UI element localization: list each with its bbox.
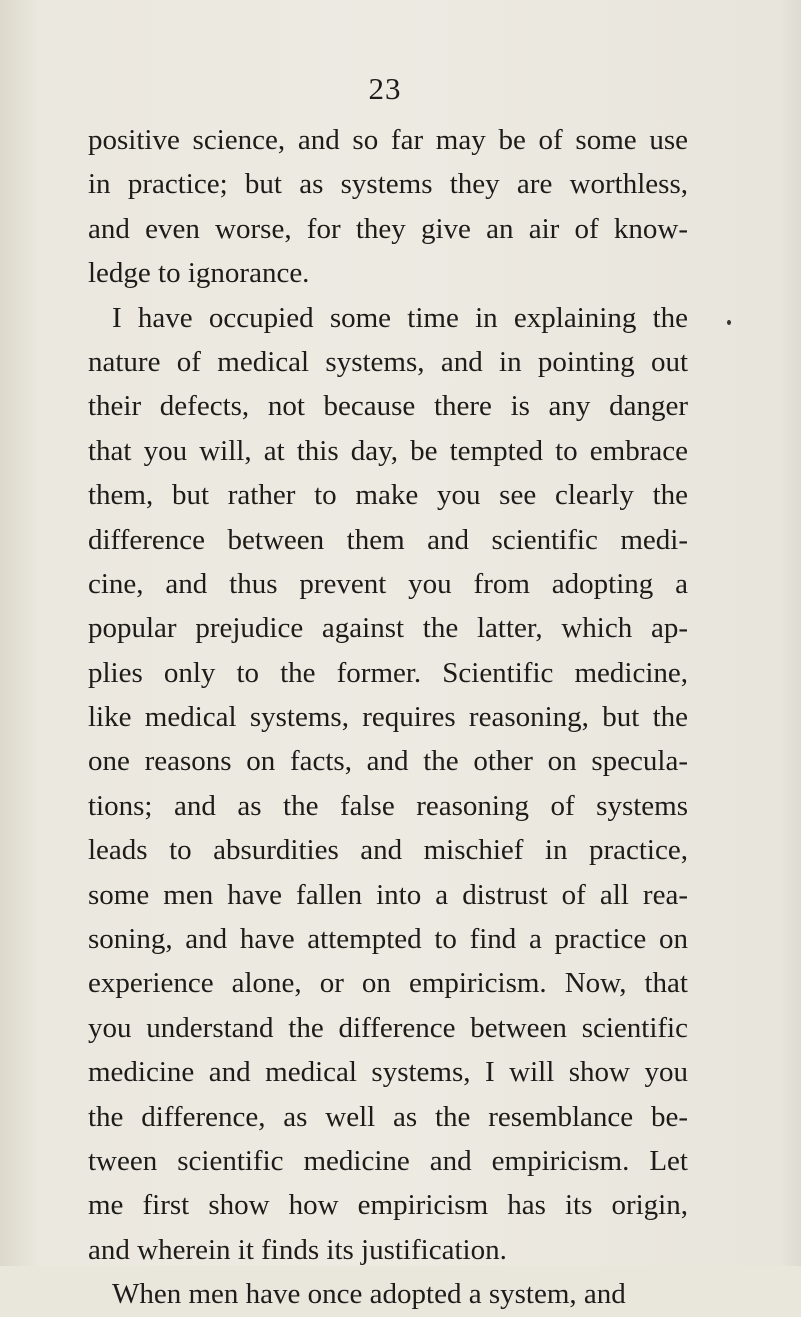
text-line: like medical systems, requires reasoning, but the xyxy=(88,701,688,734)
text-line: and wherein it finds its justification. xyxy=(88,1233,507,1266)
text-line: me first show how empiricism has its origin, xyxy=(88,1189,688,1222)
text-line: soning, and have attempted to find a practice on xyxy=(88,923,688,956)
text-line: When men have once adopted a system, and xyxy=(112,1278,626,1311)
text-line: popular prejudice against the latter, which ap- xyxy=(88,612,688,645)
text-line: tions; and as the false reasoning of systems xyxy=(88,789,688,822)
text-line: tween scientific medicine and empiricism. Let xyxy=(88,1144,688,1177)
text-line: and even worse, for they give an air of know- xyxy=(88,212,688,245)
text-line: in practice; but as systems they are worthless, xyxy=(88,168,688,201)
text-line: them, but rather to make you see clearly the xyxy=(88,479,688,512)
text-line: their defects, not because there is any danger xyxy=(88,390,688,423)
text-line: some men have fallen into a distrust of all rea- xyxy=(88,878,688,911)
text-line: plies only to the former. Scientific medicine, xyxy=(88,656,688,689)
text-line: ledge to ignorance. xyxy=(88,257,310,290)
text-line: nature of medical systems, and in pointing out xyxy=(88,345,688,378)
text-line: I have occupied some time in explaining the xyxy=(112,301,688,334)
text-line: one reasons on facts, and the other on specula- xyxy=(88,745,688,778)
text-line: cine, and thus prevent you from adopting a xyxy=(88,567,688,600)
body-text xyxy=(88,118,688,1317)
text-line: experience alone, or on empiricism. Now, that xyxy=(88,967,688,1000)
text-line: difference between them and scientific medi- xyxy=(88,523,688,556)
text-line: leads to absurdities and mischief in practice, xyxy=(88,834,688,867)
text-line: medicine and medical systems, I will show you xyxy=(88,1056,688,1089)
text-line: you understand the difference between scientific xyxy=(88,1011,688,1044)
text-line: the difference, as well as the resemblance be- xyxy=(88,1100,688,1133)
ink-speck xyxy=(727,320,731,325)
page-number: 23 xyxy=(368,71,402,106)
text-line: that you will, at this day, be tempted to embrace xyxy=(88,434,688,467)
text-line: positive science, and so far may be of some use xyxy=(88,124,688,156)
